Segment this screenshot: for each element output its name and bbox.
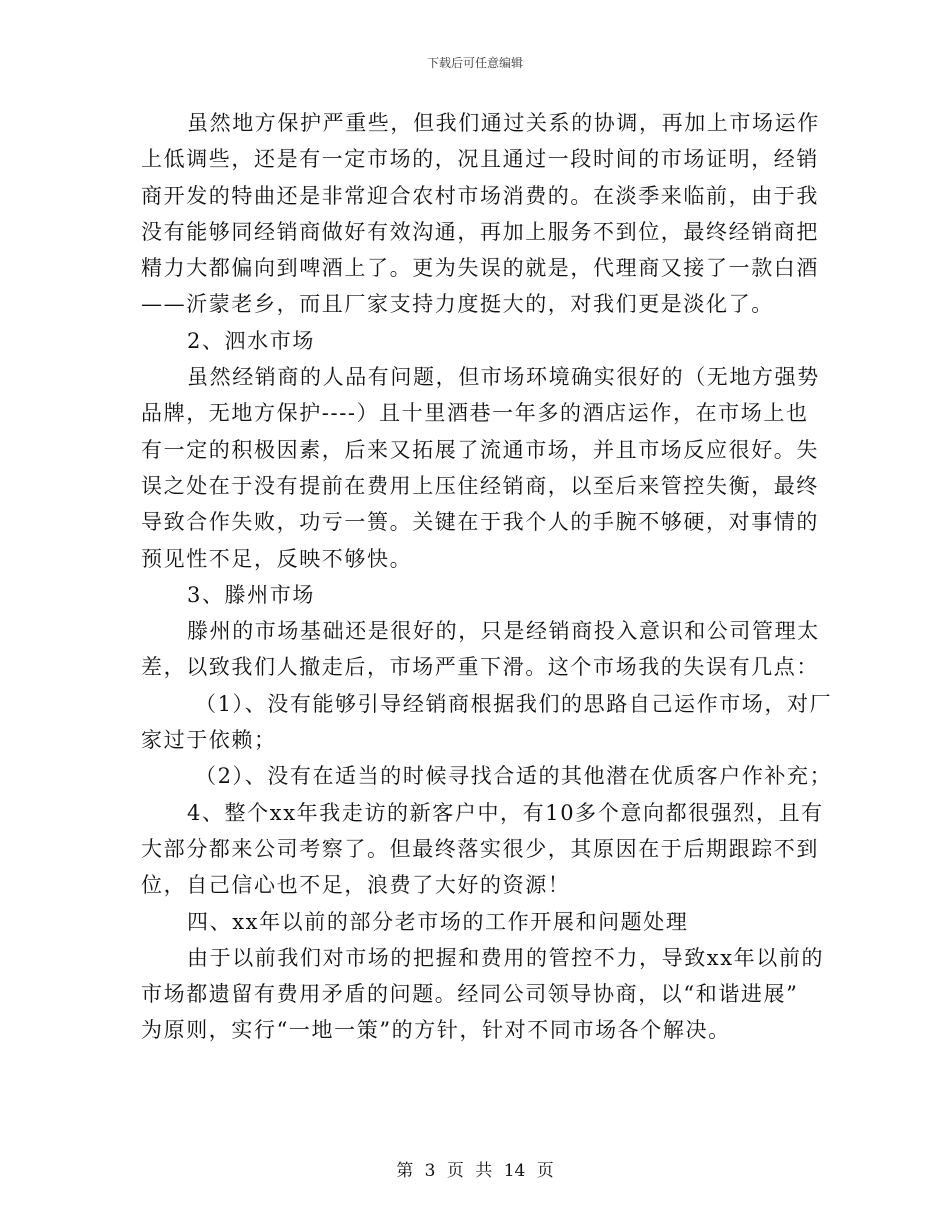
- paragraph-line: 精力大都偏向到啤酒上了。更为失误的就是，代理商又接了一款白酒: [141, 256, 819, 281]
- paragraph-line: 没有能够同经销商做好有效沟通，再加上服务不到位，最终经销商把: [141, 219, 819, 244]
- paragraph-line: ——沂蒙老乡，而且厂家支持力度挺大的，对我们更是淡化了。: [141, 292, 774, 317]
- paragraph-line: 上低调些，还是有一定市场的，况且通过一段时间的市场证明，经销: [141, 147, 819, 172]
- list-item: （2）、没有在适当的时候寻找合适的其他潜在优质客户作补充；: [195, 764, 833, 789]
- page-header: 下载后可任意编辑: [426, 56, 523, 70]
- page-footer: 第 3 页 共 14 页: [396, 1161, 554, 1181]
- paragraph-line: 位，自己信心也不足，浪费了大好的资源！: [141, 873, 571, 898]
- paragraph-line: 有一定的积极因素，后来又拓展了流通市场，并且市场反应很好。失: [141, 437, 819, 462]
- paragraph-line: 差，以致我们人撤走后，市场严重下滑。这个市场我的失误有几点：: [141, 655, 819, 680]
- section-heading: 2、泗水市场: [187, 328, 315, 353]
- paragraph-line: 预见性不足，反映不够快。: [141, 546, 413, 571]
- section-heading: 四、xx年以前的部分老市场的工作开展和问题处理: [187, 909, 689, 934]
- paragraph-line: 导致合作失败，功亏一篑。关键在于我个人的手腕不够硬，对事情的: [141, 510, 819, 535]
- paragraph-line: 误之处在于没有提前在费用上压住经销商，以至后来管控失衡，最终: [141, 473, 819, 498]
- paragraph-line: 4、整个xx年我走访的新客户中，有10多个意向都很强烈，且有: [187, 800, 824, 825]
- paragraph-line: 虽然地方保护严重些，但我们通过关系的协调，再加上市场运作: [187, 111, 820, 135]
- paragraph-line: 市场都遗留有费用矛盾的问题。经同公司领导协商，以“和谐进展”: [141, 982, 799, 1007]
- paragraph-line: 为原则，实行“一地一策”的方针，针对不同市场各个解决。: [141, 1018, 731, 1043]
- paragraph-line: 家过于依赖；: [141, 728, 277, 753]
- paragraph-line: 大部分都来公司考察了。但最终落实很少，其原因在于后期跟踪不到: [141, 836, 819, 861]
- paragraph-line: 滕州的市场基础还是很好的，只是经销商投入意识和公司管理太: [187, 619, 820, 644]
- paragraph-line: 由于以前我们对市场的把握和费用的管控不力，导致xx年以前的: [187, 945, 825, 970]
- list-item: （1）、没有能够引导经销商根据我们的思路自己运作市场，对厂: [195, 691, 833, 716]
- paragraph-line: 商开发的特曲还是非常迎合农村市场消费的。在淡季来临前，由于我: [141, 183, 819, 208]
- paragraph-line: 虽然经销商的人品有问题，但市场环境确实很好的（无地方强势: [187, 365, 820, 390]
- section-heading: 3、滕州市场: [187, 582, 315, 607]
- paragraph-line: 品牌，无地方保护----）且十里酒巷一年多的酒店运作，在市场上也: [141, 401, 809, 426]
- document-body: [141, 105, 833, 1049]
